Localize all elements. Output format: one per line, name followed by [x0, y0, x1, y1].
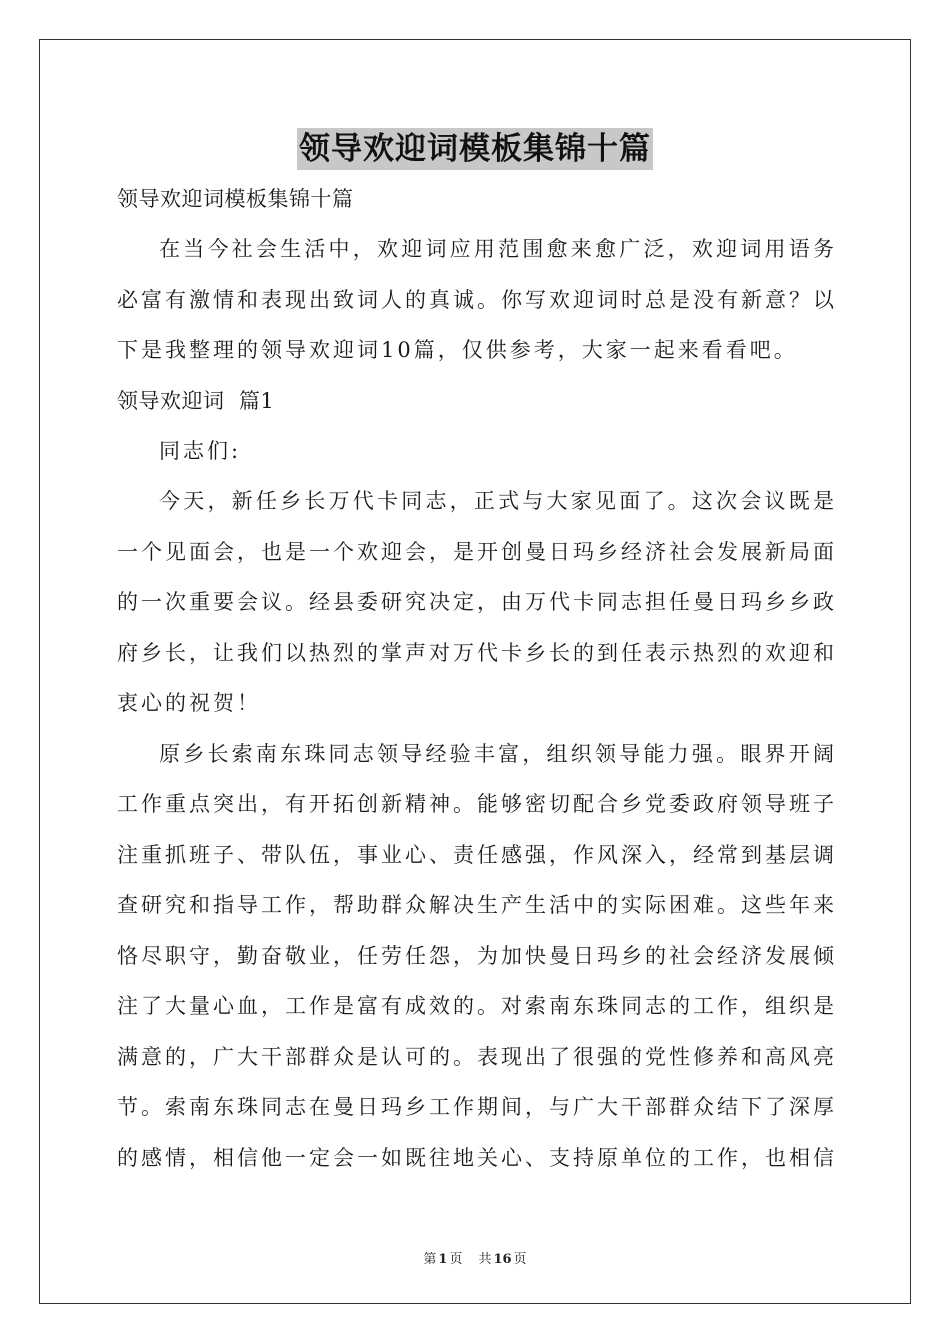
document-title: 领导欢迎词模板集锦十篇 [297, 128, 653, 170]
total-pages: 16 [493, 1252, 512, 1267]
total-prefix: 共 [478, 1252, 492, 1267]
salutation: 同志们: [159, 438, 242, 463]
document-body [117, 174, 837, 1183]
page-footer [0, 1248, 950, 1267]
total-suffix: 页 [513, 1252, 527, 1267]
body-paragraph: 今天，新任乡长万代卡同志，正式与大家见面了。这次会议既是一个见面会，也是一个欢迎会，是开创曼日玛乡经济社会发展新局面的一次重要会议。经县委研究决定，由万代卡同志担任曼日玛乡乡政府乡长，让我们以热烈的掌声对万代卡乡长的到任表示热烈的欢迎和衷心的祝贺！ [117, 489, 837, 715]
page-prefix: 第 [423, 1252, 437, 1267]
page-number: 1 [438, 1252, 448, 1267]
body-paragraph: 原乡长索南东珠同志领导经验丰富，组织领导能力强。眼界开阔工作重点突出，有开拓创新精神。能够密切配合乡党委政府领导班子注重抓班子、带队伍，事业心、责任感强，作风深入，经常到基层调查研究和指导工作，帮助群众解决生产生活中的实际困难。这些年来恪尽职守，勤奋敬业，任劳任怨，为加快曼日玛乡的社会经济发展倾注了大量心血，工作是富有成效的。对索南东珠同志的工作，组织是满意的，广大干部群众是认可的。表现出了很强的党性修养和高风亮节。索南东珠同志在曼日玛乡工作期间，与广大干部群众结下了深厚的感情，相信他一定会一如既往地关心、支持原单位的工作，也相信 [117, 741, 837, 1170]
section-heading: 领导欢迎词 篇1 [117, 388, 275, 413]
intro-paragraph: 在当今社会生活中，欢迎词应用范围愈来愈广泛，欢迎词用语务必富有激情和表现出致词人的真诚。你写欢迎词时总是没有新意？以下是我整理的领导欢迎词10篇，仅供参考，大家一起来看看吧。 [117, 237, 837, 362]
title-wrap [0, 128, 950, 170]
document-subtitle: 领导欢迎词模板集锦十篇 [117, 187, 354, 211]
page-suffix: 页 [449, 1252, 463, 1267]
